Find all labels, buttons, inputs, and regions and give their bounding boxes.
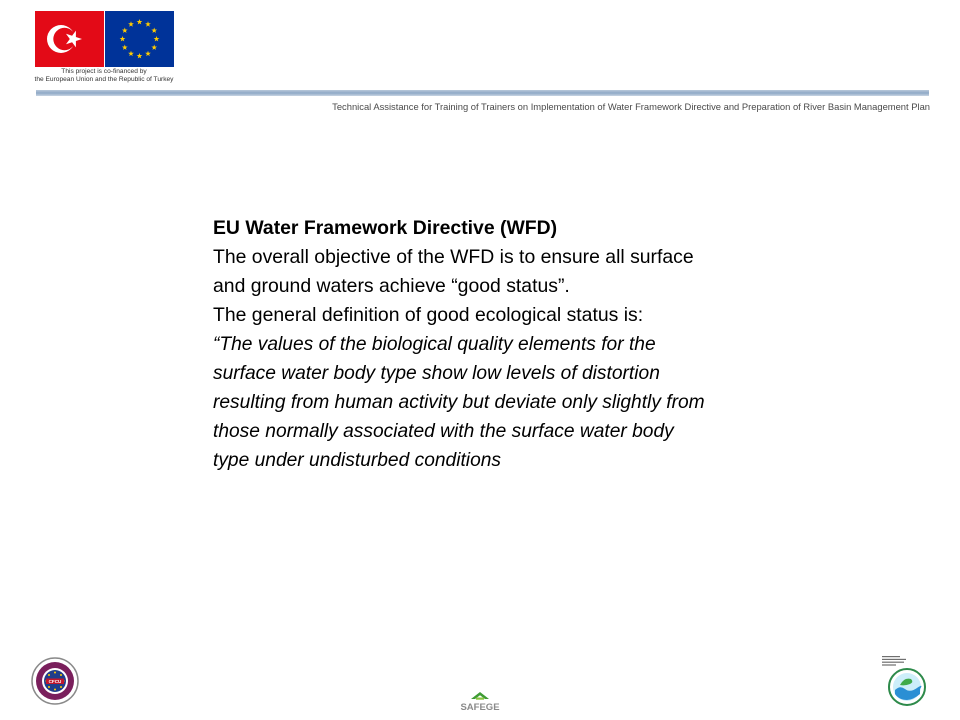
cofinance-line-2: the European Union and the Republic of Turkey — [34, 76, 174, 83]
definition-intro: The general definition of good ecological status is: — [213, 304, 644, 326]
cofinance-note — [28, 68, 180, 84]
definition-quote-line-1: “The values of the biological quality elements for the — [213, 334, 656, 355]
project-title: Technical Assistance for Training of Trainers on Implementation of Water Framework Directive and Preparation of River Basin Management Plan — [332, 101, 930, 112]
definition-quote-line-4: those normally associated with the surface water body — [213, 421, 674, 442]
objective-line-1: The overall objective of the WFD is to ensure all surface — [213, 246, 694, 268]
slide-content — [213, 214, 853, 475]
safege-label: SAFEGE — [460, 702, 500, 713]
ministry-emblem-icon — [880, 655, 932, 707]
cofinance-line-1: This project is co-financed by — [61, 68, 147, 75]
cfcu-label: CFCU — [48, 678, 62, 684]
turkey-flag-icon — [35, 11, 104, 67]
objective-line-2: and ground waters achieve “good status”. — [213, 275, 570, 297]
eu-flag-icon — [105, 11, 174, 67]
definition-quote-line-3: resulting from human activity but deviate only slightly from — [213, 392, 705, 413]
cfcu-logo-icon — [31, 657, 79, 705]
slide-heading: EU Water Framework Directive (WFD) — [213, 217, 558, 239]
safege-logo-icon — [447, 690, 513, 714]
definition-quote-line-2: surface water body type show low levels of distortion — [213, 363, 660, 384]
header-divider — [36, 90, 929, 96]
definition-quote-line-5: type under undisturbed conditions — [213, 450, 502, 471]
